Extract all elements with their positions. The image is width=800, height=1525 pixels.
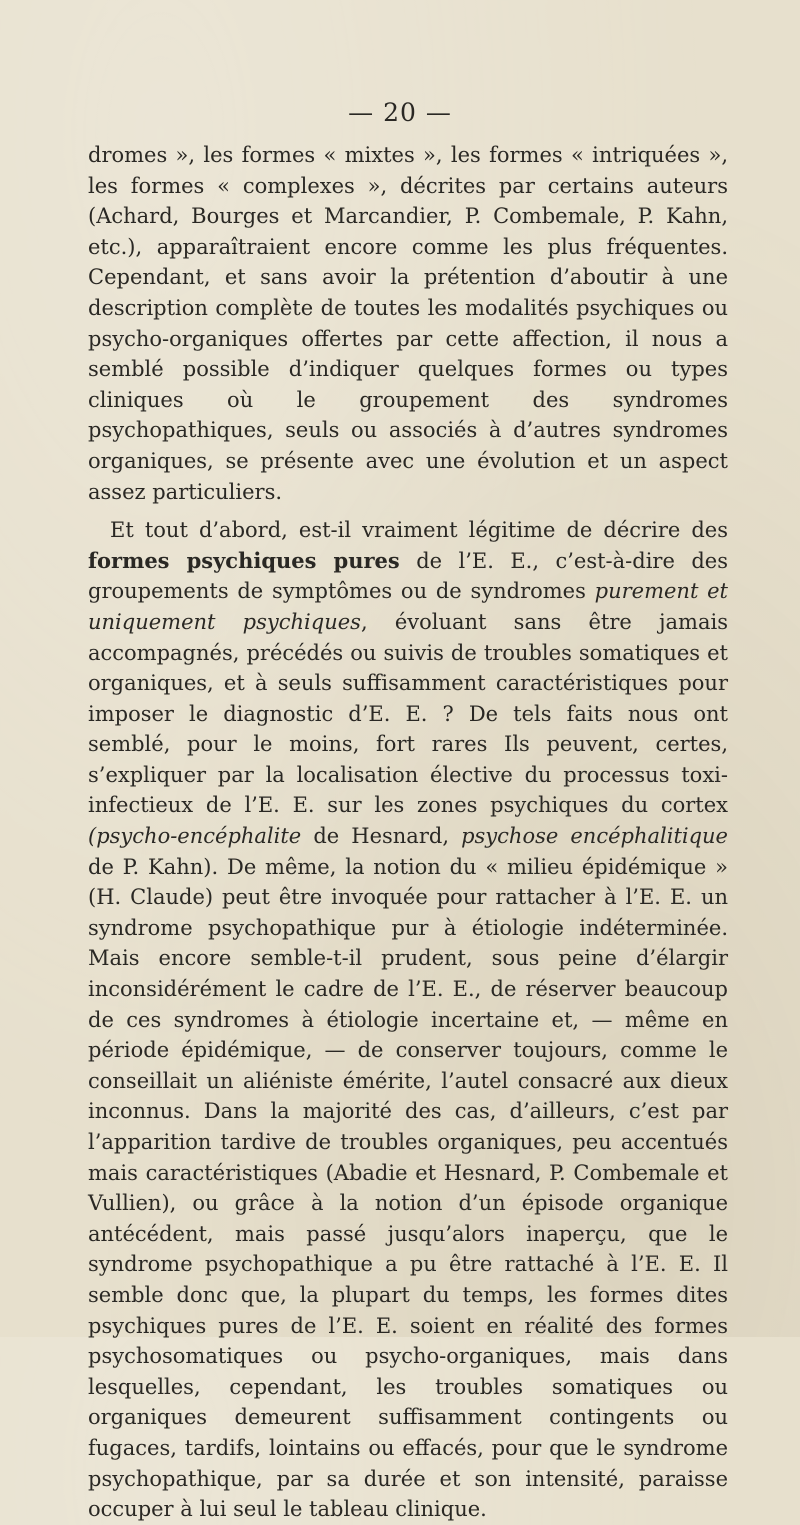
- page-number: — 20 —: [348, 98, 452, 127]
- paragraph-2-text-c: , évoluant sans être jamais accompagnés, précédés ou suivis de troubles somatiques et organiques, et à seuls suffisamment caractéristiques pour imposer le diagnostic d’E. E. ? De tels faits nous ont semblé, pour le moins, fort rares Ils peuvent, certes, s’expliquer par la localisation élective du processus toxi-infectieux de l’E. E. sur les zones psychiques du cortex: [88, 609, 728, 818]
- italic-term-psycho-encephalite: (psycho-encéphalite: [88, 824, 302, 849]
- paragraph-2-text-e: de P. Kahn). De même, la notion du « milieu épidémique » (H. Claude) peut être invoquée pour rattacher à l’E. E. un syndrome psychopathique pur à étiologie indéterminée. Mais encore semble-t-il prudent, sous peine d’élargir inconsidérément le cadre de l’E. E., de réserver beaucoup de ces syndromes à étiologie incertaine et, — même en période épidémique, — de conserver toujours, comme le conseillait un aliéniste émérite, l’autel consacré aux dieux inconnus. Dans la majorité des cas, d’ailleurs, c’est par l’apparition tardive de troubles organiques, peu accentués mais caractéristiques (Abadie et Hesnard, P. Combemale et Vullien), ou grâce à la notion d’un épisode organique antécédent, mais passé jusqu’alors inaperçu, que le syndrome psychopathique a pu être rattaché à l’E. E. Il semble donc que, la plupart du temps, les formes dites psychiques pures de l’E. E. soient en réalité des formes psychosomatiques ou psycho-organiques, mais dans lesquelles, cependant, les troubles somatiques ou organiques demeurent suffisamment contingents ou fugaces, tardifs, lointains ou effacés, pour que le syndrome psychopathique, par sa durée et son intensité, paraisse occuper à lui seul le tableau clinique.: [88, 854, 728, 1522]
- paragraph-2: [88, 515, 728, 1525]
- paragraph-1: [88, 140, 728, 507]
- paragraph-2-text-d: de Hesnard,: [301, 824, 462, 849]
- italic-term-purement-psychiques: purement et uniquement psychiques: [88, 579, 728, 634]
- italic-term-psychose-encephalitique: psychose encéphalitique: [461, 824, 728, 849]
- bold-term-formes-psychiques-pures: formes psychiques pures: [88, 547, 400, 573]
- paragraph-2-text-b: de l’E. E., c’est-à-dire des groupements de symptômes ou de syndromes: [88, 548, 728, 604]
- paragraph-1-text: dromes », les formes « mixtes », les formes « intriquées », les formes « complexes », décrites par certains auteurs (Achard, Bourges et Marcandier, P. Combemale, P. Kahn, etc.), apparaîtraient encore comme les plus fréquentes. Cependant, et sans avoir la prétention d’aboutir à une description complète de toutes les modalités psychiques ou psycho-organiques offertes par cette affection, il nous a semblé possible d’indiquer quelques formes ou types cliniques où le groupement des syndromes psychopathiques, seuls ou associés à d’autres syndromes organiques, se présente avec une évolution et un aspect assez particuliers.: [88, 143, 728, 504]
- body-text: [88, 140, 728, 1525]
- paragraph-2-text-a: Et tout d’abord, est-il vraiment légitime de décrire des: [110, 518, 728, 543]
